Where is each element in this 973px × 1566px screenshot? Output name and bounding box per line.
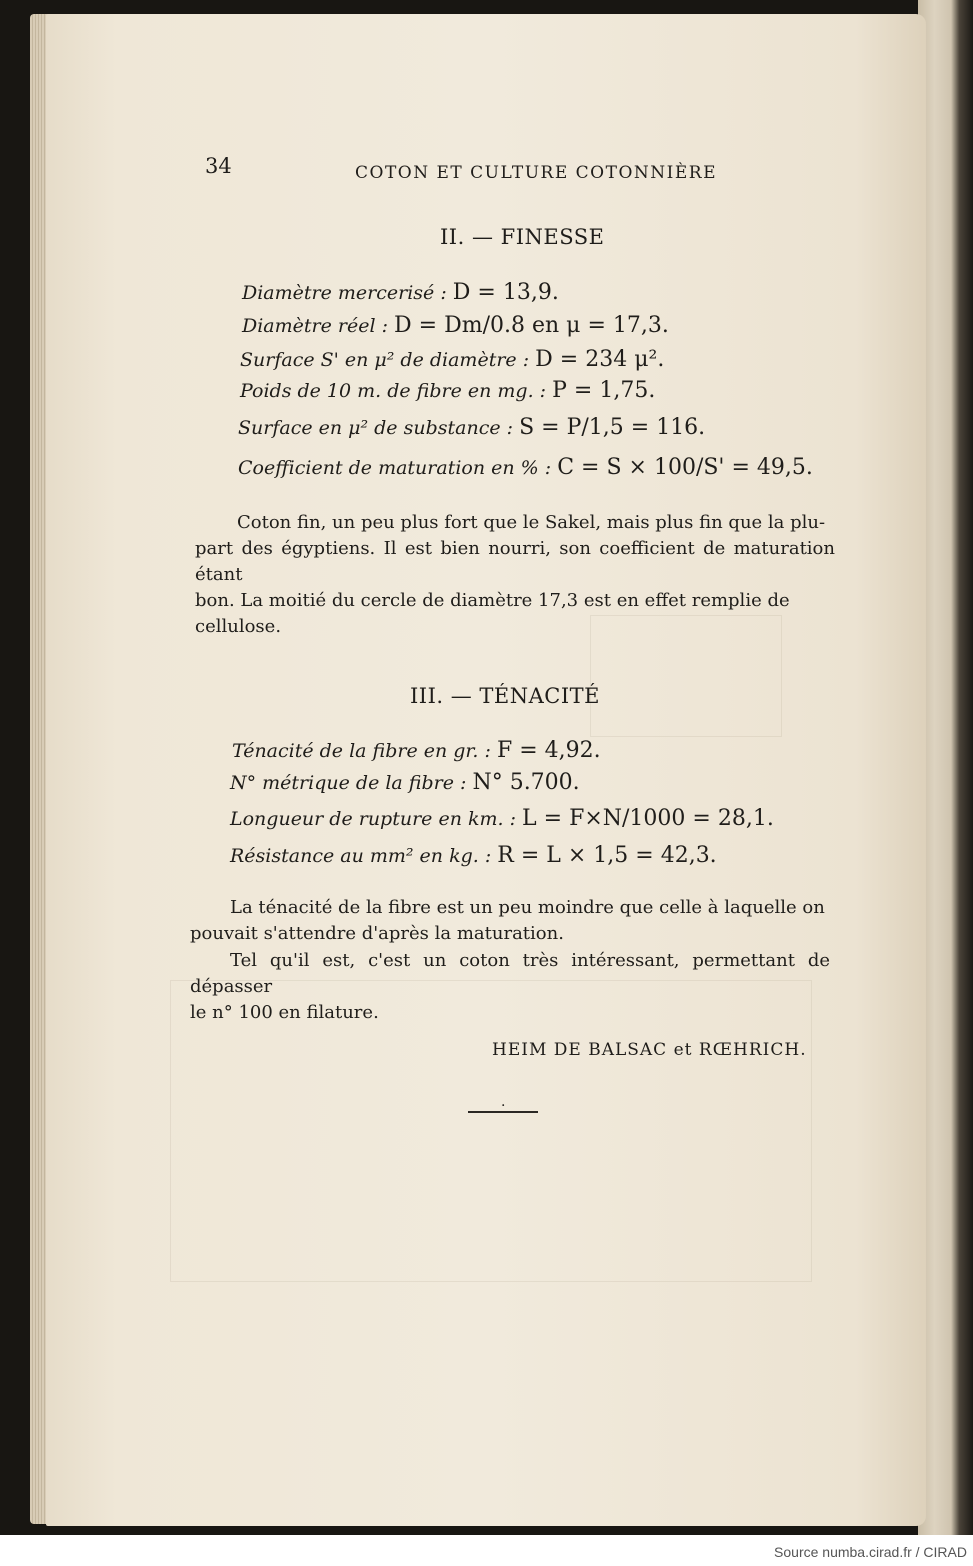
formula-label: Surface en μ² de substance : <box>238 417 514 439</box>
formula-line <box>238 415 705 440</box>
formula-expression: D = Dm/0.8 en μ = 17,3. <box>394 313 669 338</box>
formula-line <box>240 347 664 372</box>
formula-line <box>242 280 559 305</box>
paragraph-tenacite-1 <box>190 895 830 947</box>
formula-expression: F = 4,92. <box>496 738 601 763</box>
formula-line <box>240 378 655 403</box>
formula-label: Surface S' en μ² de diamètre : <box>240 349 530 371</box>
formula-expression: D = 234 μ². <box>535 347 665 372</box>
formula-label: Ténacité de la fibre en gr. : <box>232 740 491 762</box>
paragraph-line: Coton fin, un peu plus fort que le Sakel, mais plus fin que la plu- <box>237 512 826 533</box>
formula-expression: P = 1,75. <box>552 378 656 403</box>
paragraph-line: bon. La moitié du cercle de diamètre 17,3 est en effet remplie de <box>195 590 790 611</box>
formula-line <box>230 770 580 795</box>
author-signature: HEIM DE BALSAC et RŒHRICH. <box>492 1040 807 1060</box>
page-number: 34 <box>205 154 232 178</box>
formula-line <box>230 806 774 831</box>
book-spine <box>918 0 973 1535</box>
paragraph-finesse <box>195 510 835 640</box>
formula-expression: C = S × 100/S' = 49,5. <box>557 455 813 480</box>
formula-label: Coefficient de maturation en % : <box>238 457 552 479</box>
formula-label: Résistance au mm² en kg. : <box>230 845 492 867</box>
paragraph-line: part des égyptiens. Il est bien nourri, son coefficient de maturation étant <box>195 538 835 585</box>
formula-label: Diamètre mercerisé : <box>242 282 447 304</box>
formula-label: Poids de 10 m. de fibre en mg. : <box>240 380 547 402</box>
formula-line <box>232 738 601 763</box>
paragraph-line: pouvait s'attendre d'après la maturation. <box>190 923 564 944</box>
paragraph-line: cellulose. <box>195 616 282 637</box>
formula-expression: R = L × 1,5 = 42,3. <box>497 843 717 868</box>
formula-expression: D = 13,9. <box>452 280 559 305</box>
formula-line <box>242 313 669 338</box>
formula-expression: L = F×N/1000 = 28,1. <box>522 806 774 831</box>
paragraph-line: le n° 100 en filature. <box>190 1002 379 1023</box>
formula-line <box>238 455 813 480</box>
section-heading-finesse: II. — FINESSE <box>440 225 605 249</box>
formula-label: Diamètre réel : <box>242 315 388 337</box>
paragraph-tenacite-2 <box>190 948 830 1026</box>
section-heading-tenacite: III. — TÉNACITÉ <box>410 684 600 708</box>
formula-expression: S = P/1,5 = 116. <box>519 415 706 440</box>
formula-label: N° métrique de la fibre : <box>230 772 467 794</box>
end-rule-dot: · <box>501 1098 506 1114</box>
formula-expression: N° 5.700. <box>472 770 580 795</box>
paragraph-line: La ténacité de la fibre est un peu moindre que celle à laquelle on <box>230 897 825 918</box>
paragraph-line: Tel qu'il est, c'est un coton très intéressant, permettant de dépasser <box>190 950 830 997</box>
formula-label: Longueur de rupture en km. : <box>230 808 516 830</box>
source-credit: Source numba.cirad.fr / CIRAD <box>774 1544 967 1560</box>
formula-line <box>230 843 717 868</box>
running-head: COTON ET CULTURE COTONNIÈRE <box>355 163 717 183</box>
